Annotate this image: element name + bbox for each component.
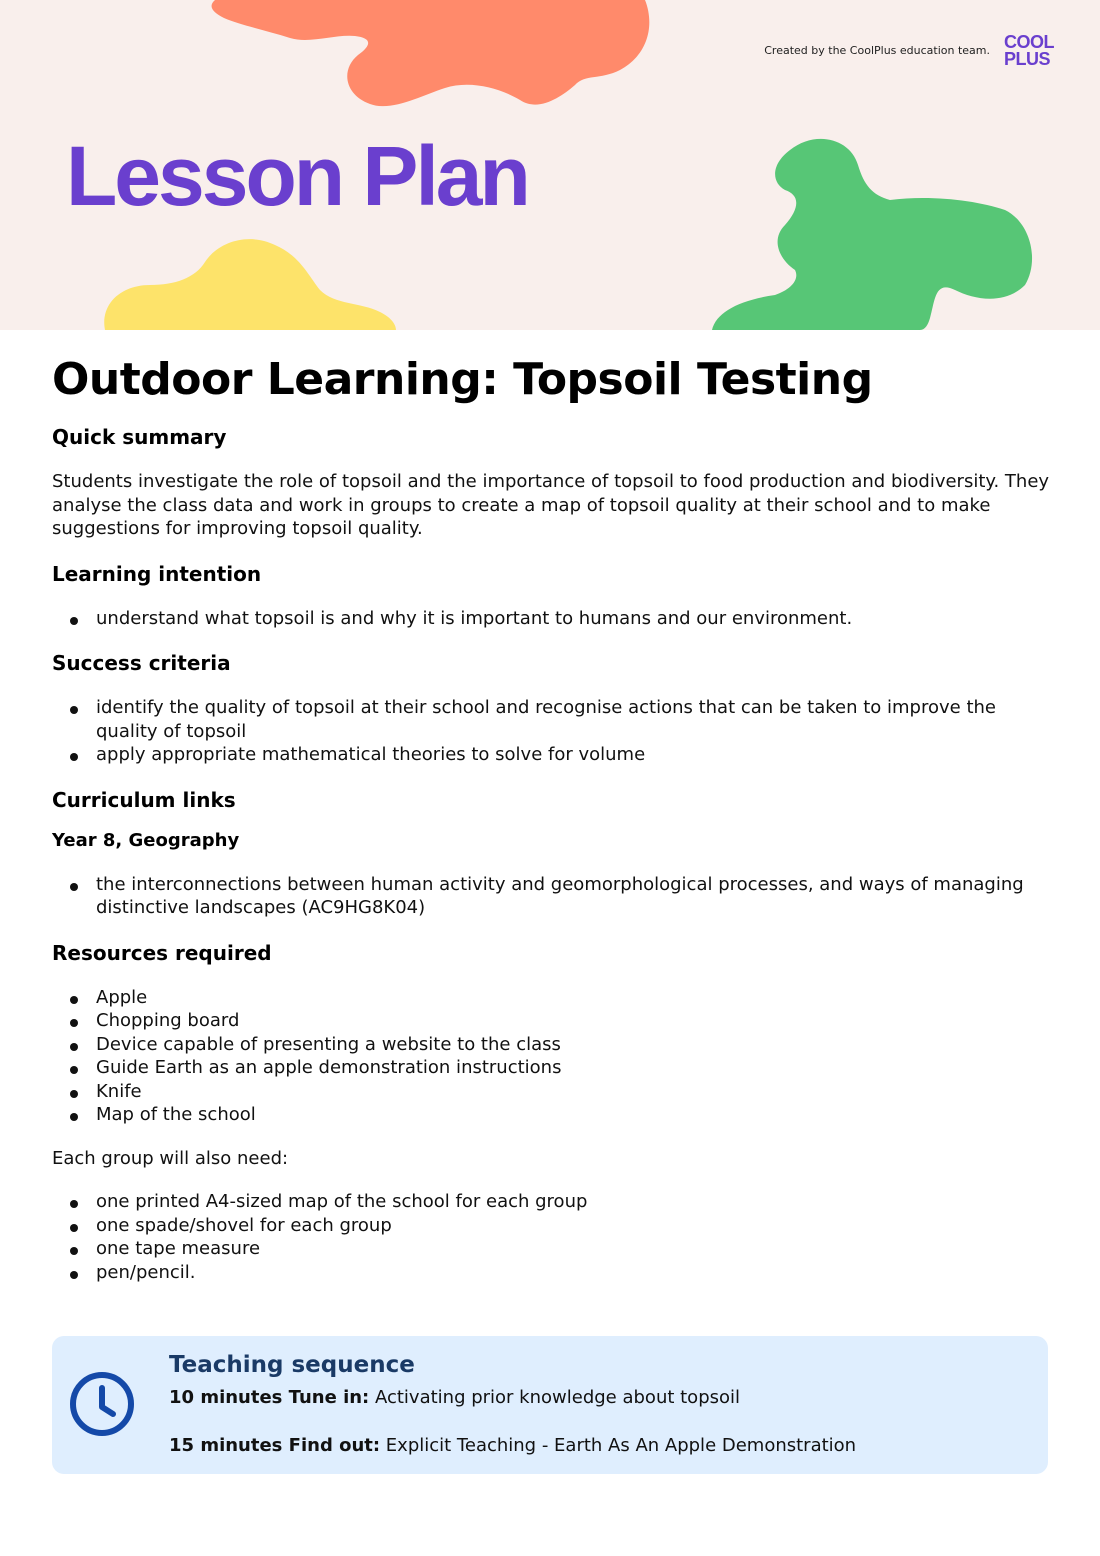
coolplus-logo — [1004, 34, 1068, 68]
list-item: understand what topsoil is and why it is important to humans and our environment. — [52, 607, 1052, 631]
summary-heading: Quick summary — [52, 425, 227, 449]
green-blob — [712, 139, 1032, 330]
lesson-content — [52, 350, 1052, 1284]
curriculum-heading: Curriculum links — [52, 787, 236, 812]
step-label: 10 minutes Tune in: — [169, 1387, 370, 1408]
list-item: the interconnections between human activity and geomorphological processes, and ways of managing distinctive landscapes (AC9HG8K04) — [52, 873, 1052, 920]
yellow-blob — [104, 239, 396, 330]
resources-heading: Resources required — [52, 940, 272, 965]
success-criteria-list — [52, 696, 1052, 767]
list-item: Guide Earth as an apple demonstration instructions — [52, 1056, 1052, 1080]
page-title: Lesson Plan — [66, 129, 528, 223]
logo-line-1: COOL — [1004, 32, 1054, 52]
step-label: 15 minutes Find out: — [169, 1435, 381, 1456]
list-item: pen/pencil. — [52, 1261, 1052, 1285]
list-item: Map of the school — [52, 1103, 1052, 1127]
resources-list — [52, 986, 1052, 1127]
sequence-step — [169, 1434, 856, 1458]
logo-line-2: PLUS — [1004, 49, 1051, 69]
list-item: Device capable of presenting a website to the class — [52, 1033, 1052, 1057]
coral-blob — [212, 0, 650, 106]
list-item: Chopping board — [52, 1009, 1052, 1033]
clock-icon — [68, 1370, 136, 1438]
teaching-sequence-panel — [52, 1336, 1048, 1474]
sequence-step — [169, 1386, 740, 1410]
list-item: identify the quality of topsoil at their school and recognise actions that can be taken to improve the quality of topsoil — [52, 696, 1052, 743]
curriculum-subheading: Year 8, Geography — [52, 829, 240, 851]
group-resources-list — [52, 1190, 1052, 1284]
credit-text: Created by the CoolPlus education team. — [764, 44, 990, 57]
summary-text: Students investigate the role of topsoil and the importance of topsoil to food production and biodiversity. They analyse the class data and work in groups to create a map of topsoil quality at their school and to make suggestions for improving topsoil quality. — [52, 471, 1050, 539]
list-item: apply appropriate mathematical theories to solve for volume — [52, 743, 1052, 767]
list-item: Apple — [52, 986, 1052, 1010]
lesson-title: Outdoor Learning: Topsoil Testing — [52, 354, 873, 405]
list-item: one spade/shovel for each group — [52, 1214, 1052, 1238]
list-item: Knife — [52, 1080, 1052, 1104]
hero-banner — [0, 0, 1100, 330]
learning-intention-heading: Learning intention — [52, 561, 262, 586]
step-text: Explicit Teaching - Earth As An Apple Demonstration — [380, 1435, 857, 1456]
teaching-sequence-title: Teaching sequence — [169, 1352, 415, 1378]
list-item: one tape measure — [52, 1237, 1052, 1261]
curriculum-list — [52, 873, 1052, 920]
list-item: one printed A4-sized map of the school for each group — [52, 1190, 1052, 1214]
step-text: Activating prior knowledge about topsoil — [369, 1387, 741, 1408]
learning-intention-list — [52, 607, 1052, 631]
group-intro: Each group will also need: — [52, 1147, 289, 1169]
success-criteria-heading: Success criteria — [52, 651, 231, 675]
